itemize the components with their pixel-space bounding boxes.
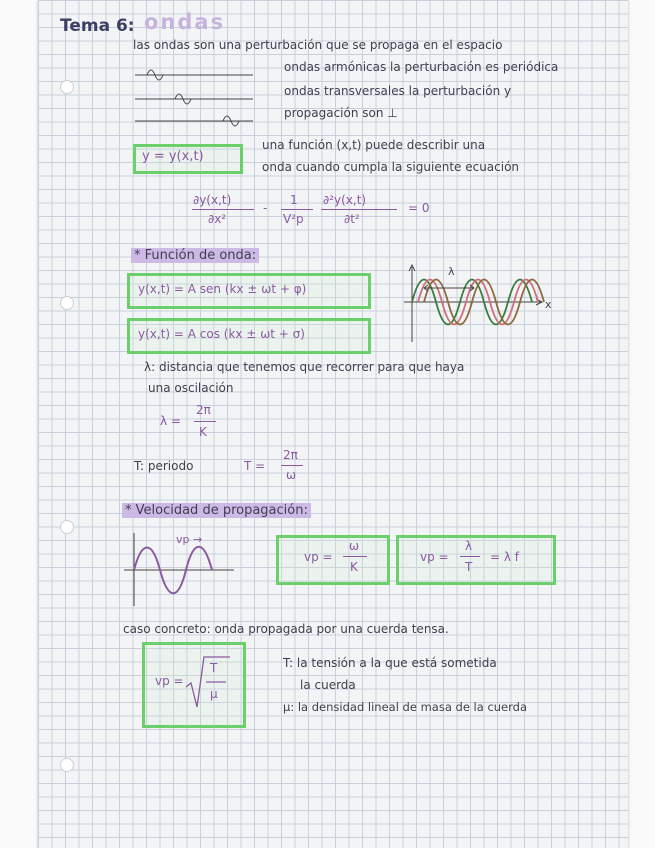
- string-case-line: caso concreto: onda propagada por una cuerda tensa.: [123, 622, 449, 636]
- lambda-formula-den: K: [199, 425, 207, 439]
- type-propagation: propagación son ⊥: [284, 106, 398, 120]
- binder-hole: [60, 296, 74, 310]
- lambda-desc-1: λ: distancia que tenemos que recorrer para que haya: [144, 360, 465, 374]
- period-num: 2π: [283, 448, 298, 462]
- string-velocity-num: T: [210, 661, 218, 675]
- eq-minus: -: [263, 201, 268, 215]
- density-desc: μ: la densidad lineal de masa de la cuerda: [283, 700, 528, 714]
- velocity-box-1-lhs: vp =: [304, 550, 333, 564]
- intro-text: las ondas son una perturbación que se propaga en el espacio: [133, 38, 503, 52]
- topic-word: ondas: [144, 10, 226, 34]
- lambda-formula-num: 2π: [196, 403, 211, 417]
- eq-coef-den: V²p: [283, 212, 304, 226]
- tension-desc-2: la cuerda: [300, 678, 356, 692]
- wave-graph: [402, 262, 557, 352]
- eq-rhs-num: ∂²y(x,t): [323, 193, 367, 207]
- string-velocity-den: μ: [210, 687, 218, 701]
- function-label: y = y(x,t): [142, 149, 204, 164]
- velocity-heading: * Velocidad de propagación:: [122, 503, 311, 518]
- notebook-page: [38, 0, 628, 848]
- period-label: T: periodo: [134, 459, 194, 473]
- wave-function-heading: * Función de onda:: [131, 248, 259, 263]
- velocity-box-2-lhs: vp =: [420, 550, 449, 564]
- type-transversal: ondas transversales la perturbación y: [284, 84, 512, 98]
- eq-coef-num: 1: [290, 193, 298, 207]
- period-den: ω: [286, 468, 297, 482]
- velocity-box-1-fraction-bar: [343, 556, 367, 557]
- eq-lhs-fraction-bar: [192, 209, 254, 210]
- eq-rhs-fraction-bar: [321, 209, 397, 210]
- lambda-formula-lhs: λ =: [160, 414, 181, 428]
- eq-rhs-den: ∂t²: [344, 212, 360, 226]
- formula-sen: y(x,t) = A sen (kx ± ωt + φ): [138, 282, 307, 296]
- velocity-box-2-den: T: [465, 560, 473, 574]
- lambda-desc-2: una oscilación: [148, 381, 234, 395]
- wave-eq-desc-2: onda cuando cumpla la siguiente ecuación: [262, 160, 520, 174]
- eq-equals: = 0: [408, 201, 430, 215]
- lambda-fraction-bar: [194, 421, 216, 422]
- velocity-box-1-den: K: [350, 560, 358, 574]
- binder-hole: [60, 80, 74, 94]
- eq-coef-fraction-bar: [281, 209, 313, 210]
- binder-hole: [60, 758, 74, 772]
- velocity-box-2-rhs: = λ f: [490, 550, 520, 564]
- type-harmonic: ondas armónicas la perturbación es periódica: [284, 60, 559, 74]
- velocity-box-2-num: λ: [465, 539, 473, 553]
- topic-title: Tema 6:: [60, 16, 135, 36]
- velocity-box-1-num: ω: [349, 539, 360, 553]
- tension-desc-1: T: la tensión a la que está sometida: [283, 656, 497, 670]
- sqrt-sign: [186, 655, 232, 711]
- velocity-box-2-fraction-bar: [460, 556, 480, 557]
- string-velocity-lhs: vp =: [155, 674, 184, 688]
- eq-lhs-num: ∂y(x,t): [193, 193, 232, 207]
- x-axis-label: x: [545, 298, 552, 311]
- velocity-box-1: [276, 535, 390, 585]
- velocity-diagram-label: vp →: [176, 533, 203, 546]
- wave-sketches: [135, 58, 255, 130]
- lambda-symbol: λ: [448, 265, 455, 278]
- period-lhs: T =: [244, 459, 266, 473]
- period-fraction-bar: [281, 465, 303, 466]
- binder-hole: [60, 520, 74, 534]
- wave-eq-desc-1: una función (x,t) puede describir una: [262, 138, 486, 152]
- formula-cos: y(x,t) = A cos (kx ± ωt + σ): [138, 327, 305, 341]
- eq-lhs-den: ∂x²: [208, 212, 227, 226]
